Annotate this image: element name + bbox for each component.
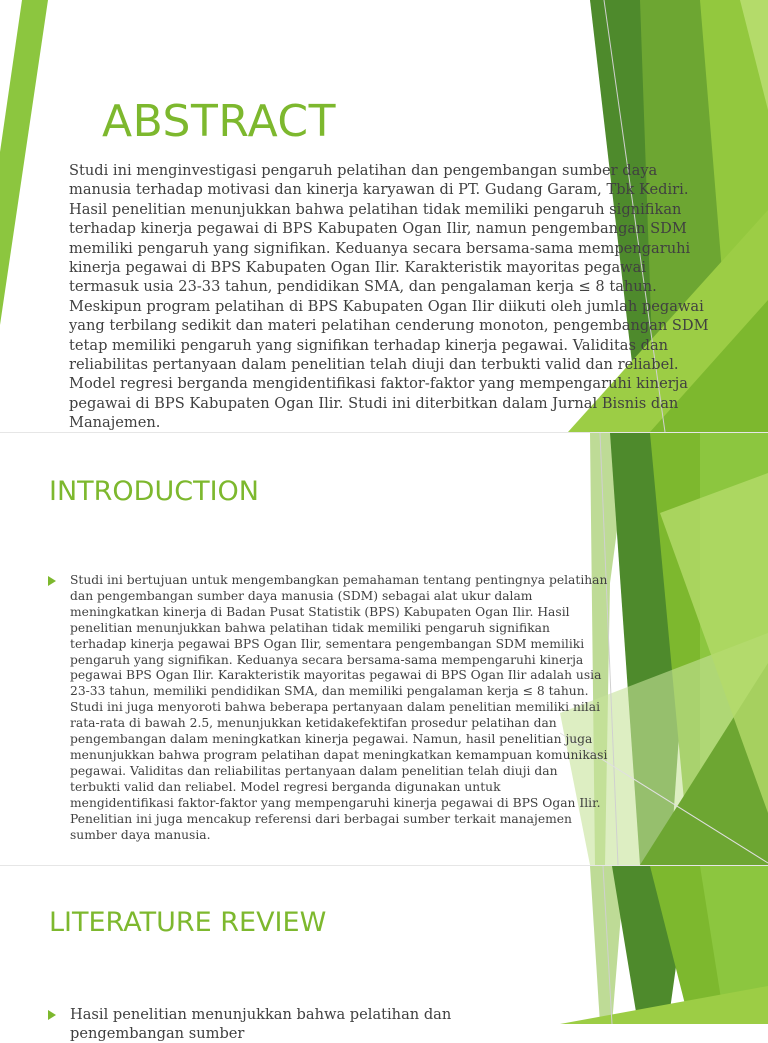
literature-review-bullet-text: Hasil penelitian menunjukkan bahwa pelatihan dan pengembangan sumber [70,1006,452,1042]
decorative-green-shapes [0,866,768,1024]
section-title-literature-review: LITERATURE REVIEW [49,907,327,938]
introduction-bullet-text: Studi ini bertujuan untuk mengembangkan pemahaman tentang pentingnya pelatihan dan pengembangan sumber daya manusia (SDM) sebagai alat ukur dalam meningkatkan kinerja di Badan Pusat Statistik (BPS) Kabupaten Ogan Ilir. Hasil penelitian menunjukkan bahwa pelatihan tidak memiliki pengaruh signifikan terhadap kinerja pegawai BPS Ogan Ilir, sementara pengembangan SDM memiliki pengaruh yang signifikan. Keduanya secara bersama-sama mempengaruhi kinerja pegawai BPS Ogan Ilir. Karakteristik mayoritas pegawai di BPS Ogan Ilir adalah usia 23-33 tahun, memiliki pendidikan SMA, dan memiliki pengalaman kerja ≤ 8 tahun. Studi ini juga menyoroti bahwa beberapa pertanyaan dalam penelitian memiliki nilai rata-rata di bawah 2.5, menunjukkan ketidakefektifan prosedur pelatihan dan pengembangan dalam meningkatkan kinerja pegawai. Namun, hasil penelitian juga menunjukkan bahwa program pelatihan dapat meningkatkan kemampuan komunikasi pegawai. Validitas dan reliabilitas pertanyaan dalam penelitian telah diuji dan terbukti valid dan reliabel. Model regresi berganda digunakan untuk mengidentifikasi faktor-faktor yang mempengaruhi kinerja pegawai di BPS Ogan Ilir. Penelitian ini juga mencakup referensi dari berbagai sumber terkait manajemen sumber daya manusia. [70,573,608,842]
bullet-arrow-icon [48,1010,56,1020]
bullet-arrow-icon [48,576,56,586]
list-item [48,1005,568,1043]
slide-introduction [0,433,768,865]
section-title-abstract: ABSTRACT [102,96,337,147]
list-item [48,573,608,843]
abstract-body-text: Studi ini menginvestigasi pengaruh pelatihan dan pengembangan sumber daya manusia terhadap motivasi dan kinerja karyawan di PT. Gudang Garam, Tbk Kediri. Hasil penelitian menunjukkan bahwa pelatihan tidak memiliki pengaruh signifikan terhadap kinerja pegawai di BPS Kabupaten Ogan Ilir, namun pengembangan SDM memiliki pengaruh yang signifikan. Keduanya secara bersama-sama mempengaruhi kinerja pegawai di BPS Kabupaten Ogan Ilir. Karakteristik mayoritas pegawai termasuk usia 23-33 tahun, pendidikan SMA, dan pengalaman kerja ≤ 8 tahun. Meskipun program pelatihan di BPS Kabupaten Ogan Ilir diikuti oleh jumlah pegawai yang terbilang sedikit dan materi pelatihan cenderung monoton, pengembangan SDM tetap memiliki pengaruh yang signifikan terhadap kinerja pegawai. Validitas dan reliabilitas pertanyaan dalam penelitian telah diuji dan terbukti valid dan reliabel. Model regresi berganda mengidentifikasi faktor-faktor yang mempengaruhi kinerja pegawai di BPS Kabupaten Ogan Ilir. Studi ini diterbitkan dalam Jurnal Bisnis dan Manajemen. [69,162,709,432]
slide-abstract [0,0,768,432]
section-title-introduction: INTRODUCTION [49,476,259,507]
slide-literature-review [0,866,768,1042]
